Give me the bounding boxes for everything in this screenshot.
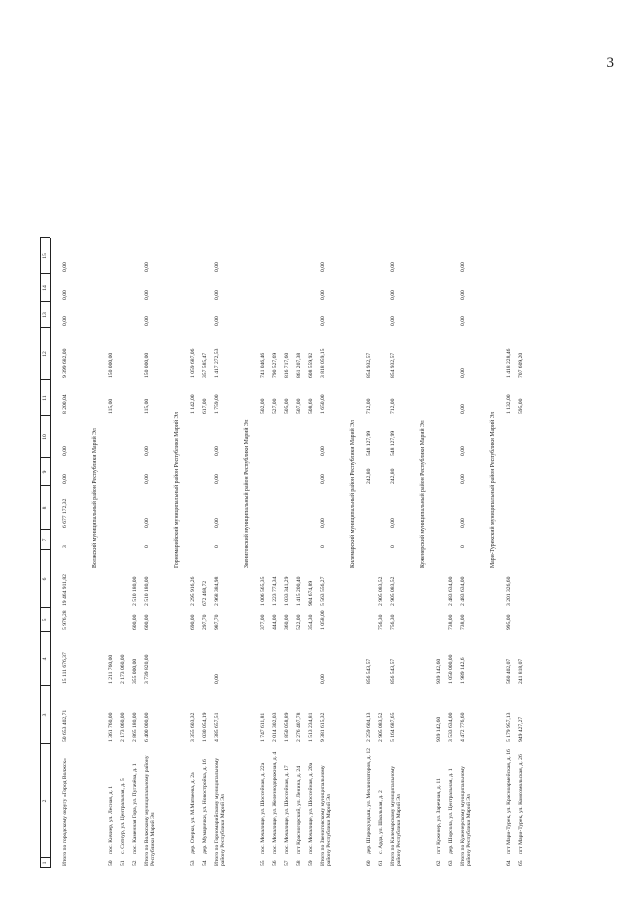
table-cell: 0 xyxy=(320,545,326,548)
table-cell: 600,00 xyxy=(144,614,150,630)
column-header: 11 xyxy=(42,395,48,401)
table-cell: 0,00 xyxy=(62,262,68,272)
table-cell: 0,00 xyxy=(214,446,220,456)
table-cell: 242,80 xyxy=(390,468,396,484)
table-cell: 0,00 xyxy=(460,316,466,326)
table-cell: 2 014 302,03 xyxy=(272,712,278,742)
address-label: пгт Мари-Турек, ул. Красноармейская, д. 16 xyxy=(506,749,512,854)
table-cell: 377,00 xyxy=(260,614,266,630)
row-number: 62 xyxy=(436,860,442,866)
table-cell: 0,00 xyxy=(144,446,150,456)
address-label: пгт Мари-Турек, ул. Комсомольская, д. 26 xyxy=(518,754,524,854)
column-header: 15 xyxy=(42,253,48,259)
address-label: пос. Мочалище, ул. Шоссейная, д. 20а xyxy=(308,762,314,854)
column-header: 7 xyxy=(42,538,48,542)
table-cell: 505,00 xyxy=(284,398,290,414)
row-number: 58 xyxy=(296,860,302,866)
section-heading: Килемарский муниципальный район Республики Марий Эл xyxy=(350,420,356,568)
table-cell: 522,00 xyxy=(296,614,302,630)
table-cell: 0,00 xyxy=(390,262,396,272)
table-cell: 2 968 384,98 xyxy=(214,576,220,606)
table-cell: 354,30 xyxy=(308,614,314,630)
table-cell: 1 211 760,00 xyxy=(108,654,114,684)
column-header: 2 xyxy=(42,799,48,803)
table-cell: 0,00 xyxy=(390,316,396,326)
address-label: с. Арда, ул. Школьная, д. 2 xyxy=(378,790,384,854)
table-cell: 1 142,00 xyxy=(190,394,196,414)
column-header: 10 xyxy=(42,434,48,440)
address-label: пгт Куженер, ул. Заречная, д. 11 xyxy=(436,778,442,854)
table-cell: 672 468,72 xyxy=(202,580,208,606)
table-cell: 355 000,00 xyxy=(132,658,138,684)
table-cell: 2 865 180,00 xyxy=(132,712,138,742)
table-cell: 1 759,00 xyxy=(214,394,220,414)
table-cell: 2 510 180,00 xyxy=(132,576,138,606)
table-cell: 548 127,99 xyxy=(366,430,372,456)
table-cell: 1 030 054,19 xyxy=(202,712,208,742)
table-cell: 854 932,57 xyxy=(366,352,372,378)
address-label: пгт Красногорский, ул. Ленина, д. 24 xyxy=(296,765,302,854)
table-cell: 1 006 565,35 xyxy=(260,576,266,606)
table-cell: 2 259 604,13 xyxy=(366,712,372,742)
table-cell: 0 xyxy=(390,545,396,548)
table-cell: 0,00 xyxy=(320,316,326,326)
section-heading: Горномарийский муниципальный район Республики Марий Эл xyxy=(174,411,180,568)
table-cell: 150 000,00 xyxy=(144,352,150,378)
table-cell: 0,00 xyxy=(144,316,150,326)
table-cell: 949 427,27 xyxy=(518,716,524,742)
table-cell: 0,00 xyxy=(460,518,466,528)
table-cell: 0,00 xyxy=(144,474,150,484)
table-cell: 444,00 xyxy=(272,614,278,630)
table-cell: 0,00 xyxy=(214,674,220,684)
table-cell: 5 976,28 xyxy=(62,610,68,630)
table-cell: 1 058,00 xyxy=(320,610,326,630)
table-cell: 3 xyxy=(62,545,68,548)
table-cell: 508,60 xyxy=(308,398,314,414)
table-cell: 939 142,60 xyxy=(436,716,442,742)
address-label: пос. Мочалище, ул. Шоссейная, д. 17 xyxy=(284,765,290,854)
table-cell: 0,00 xyxy=(214,474,220,484)
table-cell: 560 402,07 xyxy=(506,658,512,684)
table-cell: 0,00 xyxy=(214,290,220,300)
table-cell: 1 050 000,00 xyxy=(448,654,454,684)
column-header: 3 xyxy=(42,713,48,717)
table-cell: 0,00 xyxy=(144,262,150,272)
table-cell: 1 361 760,00 xyxy=(108,712,114,742)
column-header: 5 xyxy=(42,618,48,622)
table-cell: 0,00 xyxy=(62,316,68,326)
table-cell: 987,70 xyxy=(214,614,220,630)
table-cell: 0,00 xyxy=(320,290,326,300)
table-cell: 2 483 634,00 xyxy=(460,576,466,606)
table-cell: 0 xyxy=(214,545,220,548)
address-label: дер. Мумарички, ул. Новостройка, д. 16 xyxy=(202,759,208,854)
table-cell: 854 932,57 xyxy=(390,352,396,378)
address-label: с. Сотнур, ул. Центральная, д. 5 xyxy=(120,778,126,854)
table-cell: 1 132,00 xyxy=(506,394,512,414)
column-header: 12 xyxy=(42,351,48,357)
table-cell: 2 905 083,52 xyxy=(390,576,396,606)
table-cell: 2 905 083,52 xyxy=(378,712,384,742)
table-cell: 115,00 xyxy=(108,398,114,414)
row-number: 61 xyxy=(378,860,384,866)
total-row-label: Итого по Куженерскому муниципальному району Республики Марий Эл xyxy=(460,766,473,866)
table-cell: 0,00 xyxy=(320,674,326,684)
table-cell: 3 355 603,32 xyxy=(190,712,196,742)
total-row-label: Итого по Звениговскому муниципальному району Республики Марий Эл xyxy=(320,765,333,866)
column-header: 8 xyxy=(42,506,48,510)
row-number: 65 xyxy=(518,860,524,866)
address-label: дер. Широкундыш, ул. Механизаторов, д. 12 xyxy=(366,748,372,854)
table-cell: 5 179 957,13 xyxy=(506,712,512,742)
table-cell: 0,00 xyxy=(144,290,150,300)
table-cell: 9 399 682,00 xyxy=(62,348,68,378)
section-heading: Куженерский муниципальный район Республики Марий Эл xyxy=(420,420,426,568)
table-cell: 0,00 xyxy=(460,368,466,378)
grid-line-horizontal xyxy=(50,238,51,868)
table-cell: 4 385 657,51 xyxy=(214,712,220,742)
table-cell: 3 201 326,60 xyxy=(506,576,512,606)
column-header: 14 xyxy=(42,285,48,291)
table-cell: 0,00 xyxy=(214,262,220,272)
table-cell: 738,00 xyxy=(448,614,454,630)
column-header: 9 xyxy=(42,470,48,474)
table-cell: 0,00 xyxy=(460,290,466,300)
row-number: 56 xyxy=(272,860,278,866)
page-number: 3 xyxy=(606,55,614,71)
rotated-table xyxy=(40,30,630,868)
column-header: 1 xyxy=(42,861,48,865)
table-cell: 1 059 687,06 xyxy=(190,348,196,378)
address-label: дер. Шорсола, ул. Центральная, д. 1 xyxy=(448,768,454,854)
table-cell: 1 415 200,40 xyxy=(296,576,302,606)
address-label: пос. Мочалище, ул. Шоссейная, д. 22а xyxy=(260,762,266,854)
table-cell: 712,00 xyxy=(366,398,372,414)
table-cell: 2 483 634,00 xyxy=(448,576,454,606)
row-number: 53 xyxy=(190,860,196,866)
row-number: 51 xyxy=(120,860,126,866)
table-cell: 0,00 xyxy=(320,518,326,528)
table-cell: 3 739 820,00 xyxy=(144,654,150,684)
table-cell: 2 173 060,00 xyxy=(120,712,126,742)
address-label: пос. Мочалище, ул. Железнодорожная, д. 4 xyxy=(272,751,278,854)
section-heading: Звениговский муниципальный район Республики Марий Эл xyxy=(244,419,250,568)
table-cell: 5 563 556,27 xyxy=(320,576,326,606)
table-cell: 0,00 xyxy=(390,518,396,528)
table-cell: 3 533 634,00 xyxy=(448,712,454,742)
table-cell: 360,00 xyxy=(284,614,290,630)
table-cell: 2 295 916,26 xyxy=(190,576,196,606)
table-cell: 0,00 xyxy=(320,474,326,484)
table-cell: 0,00 xyxy=(390,290,396,300)
table-cell: 0,00 xyxy=(214,518,220,528)
table-cell: 0 xyxy=(144,545,150,548)
table-cell: 995,00 xyxy=(506,614,512,630)
table-cell: 904 674,89 xyxy=(308,580,314,606)
table-cell: 0,00 xyxy=(460,404,466,414)
row-number: 50 xyxy=(108,860,114,866)
table-cell: 0,00 xyxy=(62,474,68,484)
table-cell: 297,70 xyxy=(202,614,208,630)
grid-line-horizontal xyxy=(40,238,41,868)
table-cell: 1 850 058,89 xyxy=(284,712,290,742)
table-cell: 741 046,46 xyxy=(260,352,266,378)
table-cell: 241 818,07 xyxy=(518,658,524,684)
table-cell: 0,00 xyxy=(320,262,326,272)
table-cell: 617,00 xyxy=(202,398,208,414)
table-cell: 0,00 xyxy=(144,518,150,528)
table-cell: 4 472 776,60 xyxy=(460,712,466,742)
row-number: 54 xyxy=(202,860,208,866)
table-cell: 0,00 xyxy=(460,446,466,456)
total-row-label: Итого по Килемарскому муниципальному району Республики Марий Эл xyxy=(390,765,403,866)
table-cell: 1 033 341,29 xyxy=(284,576,290,606)
table-cell: 690,00 xyxy=(190,614,196,630)
table-cell: 548 127,99 xyxy=(390,430,396,456)
column-header: 4 xyxy=(42,657,48,661)
table-cell: 0 xyxy=(460,545,466,548)
table-cell: 595,00 xyxy=(518,398,524,414)
table-cell: 0,00 xyxy=(62,290,68,300)
address-label: пос. Кичиер, ул. Лесная, д. 1 xyxy=(108,785,114,854)
table-cell: 2 510 180,00 xyxy=(144,576,150,606)
table-cell: 507,00 xyxy=(296,398,302,414)
table-cell: 2 276 407,78 xyxy=(296,712,302,742)
address-label: дер. Озерки, ул. М.Матвеева, д. 2а xyxy=(190,772,196,854)
row-number: 57 xyxy=(284,860,290,866)
table-cell: 8 200,04 xyxy=(62,394,68,414)
column-header: 6 xyxy=(42,577,48,581)
table-cell: 19 464 911,82 xyxy=(62,574,68,606)
table-cell: 712,00 xyxy=(390,398,396,414)
table-cell: 939 142,60 xyxy=(436,658,442,684)
table-cell: 0,00 xyxy=(460,262,466,272)
section-heading: Мари-Турекский муниципальный район Республики Марий Эл xyxy=(490,411,496,568)
table-cell: 15 111 676,37 xyxy=(62,652,68,684)
column-header: 13 xyxy=(42,312,48,318)
table-cell: 2 905 083,52 xyxy=(378,576,384,606)
table-cell: 2 173 060,00 xyxy=(120,654,126,684)
table-cell: 756,30 xyxy=(390,614,396,630)
table-cell: 115,00 xyxy=(144,398,150,414)
total-row-label: Итого по городскому округу «Город Волжск» xyxy=(62,758,68,866)
table-cell: 50 653 402,71 xyxy=(62,709,68,742)
table-cell: 816 717,60 xyxy=(284,352,290,378)
table-cell: 5 164 687,65 xyxy=(390,712,396,742)
row-number: 60 xyxy=(366,860,372,866)
row-number: 55 xyxy=(260,860,266,866)
table-cell: 242,80 xyxy=(366,468,372,484)
table-cell: 856 543,57 xyxy=(366,658,372,684)
table-cell: 756,30 xyxy=(378,614,384,630)
table-cell: 1 418 228,46 xyxy=(506,348,512,378)
table-cell: 1 223 774,34 xyxy=(272,576,278,606)
table-cell: 1 989 142,6 xyxy=(460,657,466,684)
table-cell: 150 000,00 xyxy=(108,352,114,378)
row-number: 64 xyxy=(506,860,512,866)
table-cell: 0,00 xyxy=(62,446,68,456)
table-cell: 790 527,69 xyxy=(272,352,278,378)
total-row-label: Итого по Горномарийскому муниципальному району Республики Марий Эл xyxy=(214,757,227,866)
table-cell: 861 207,38 xyxy=(296,352,302,378)
table-cell: 856 543,57 xyxy=(390,658,396,684)
row-number: 52 xyxy=(132,860,138,866)
table-cell: 502,00 xyxy=(260,398,266,414)
row-number: 59 xyxy=(308,860,314,866)
table-cell: 6 677 172,32 xyxy=(62,498,68,528)
table-cell: 608 559,92 xyxy=(308,352,314,378)
table-cell: 738,00 xyxy=(460,614,466,630)
table-cell: 3 818 059,15 xyxy=(320,348,326,378)
table-cell: 357 585,47 xyxy=(202,352,208,378)
table-cell: 9 381 615,32 xyxy=(320,712,326,742)
section-heading: Волжский муниципальный район Республики Марий Эл xyxy=(92,428,98,568)
table-cell: 1 650,00 xyxy=(320,394,326,414)
table-cell: 1 417 272,53 xyxy=(214,348,220,378)
table-cell: 6 400 000,00 xyxy=(144,712,150,742)
table-cell: 527,00 xyxy=(272,398,278,414)
total-row-label: Итого по Волжскому муниципальному району Республики Марий Эл xyxy=(144,755,157,866)
table-cell: 1 513 234,81 xyxy=(308,712,314,742)
address-label: пос. Каменная Гора, ул. Пугачёва, д. 1 xyxy=(132,763,138,854)
table-cell: 1 747 611,81 xyxy=(260,712,266,742)
table-cell: 707 609,20 xyxy=(518,352,524,378)
table-cell: 0,00 xyxy=(214,316,220,326)
table-cell: 0,00 xyxy=(460,474,466,484)
table-cell: 600,00 xyxy=(132,614,138,630)
table-cell: 0,00 xyxy=(320,446,326,456)
row-number: 63 xyxy=(448,860,454,866)
